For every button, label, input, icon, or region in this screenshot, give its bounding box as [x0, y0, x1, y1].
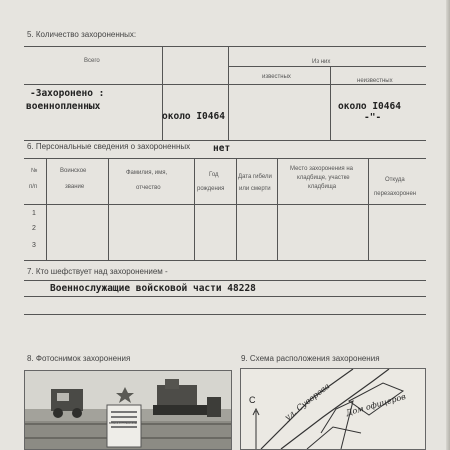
header-birth-sub: рождения: [197, 186, 225, 192]
col-unknown-header: неизвестных: [357, 78, 393, 84]
header-place-sub: кладбище, участке: [297, 175, 350, 181]
memorial-sign-text: ВОЕННОПЛЕННЫЕ: [109, 421, 138, 425]
table6-col-divider: [194, 158, 195, 260]
unknown-value: около I0464: [338, 101, 401, 112]
section-7-title: 7. Кто шефствует над захоронением -: [27, 267, 168, 276]
north-label: С: [249, 395, 256, 405]
col-known-header: известных: [262, 74, 291, 80]
row-number: 1: [32, 210, 36, 217]
row-number: 3: [32, 242, 36, 249]
table6-col-divider: [108, 158, 109, 260]
table5-col-divider: [330, 66, 331, 140]
col-total-header: Всего: [84, 58, 100, 64]
grave-photo: [24, 370, 232, 450]
building-label: Дом офицеров: [345, 392, 407, 418]
table5-col-divider: [162, 46, 163, 140]
section-9-title: 9. Схема расположения захоронения: [241, 354, 380, 363]
header-name: Фамилия, имя,: [126, 170, 168, 176]
prisoners-label: военнопленных: [26, 101, 101, 112]
header-number: №: [31, 168, 38, 174]
patron-value: Военнослужащие войсковой части 48228: [50, 283, 256, 294]
table5-bottom-line: [24, 140, 426, 141]
section7-line: [24, 314, 426, 315]
section-5-title: 5. Количество захороненных:: [27, 30, 137, 39]
table6-col-divider: [368, 158, 369, 260]
personal-info-value: нет: [213, 143, 231, 154]
unknown-ditto-mark: -"-: [364, 112, 382, 123]
header-rank: Воинское: [60, 168, 87, 174]
table6-col-divider: [277, 158, 278, 260]
table6-col-divider: [46, 158, 47, 260]
table5-col-divider: [228, 46, 229, 140]
header-rank-sub: звание: [65, 184, 85, 190]
buried-label: -Захоронено :: [30, 88, 105, 99]
header-death-sub: или смерти: [239, 186, 271, 192]
col-of-them-header: Из них: [312, 59, 331, 65]
street-label: ул. Суворова: [283, 381, 332, 423]
header-place: Место захоронения на: [290, 166, 353, 172]
header-death: Дата гибели: [238, 174, 272, 180]
photo-image: [25, 371, 232, 450]
scheme-drawing: [241, 369, 426, 450]
header-place-sub2: кладбища: [308, 184, 337, 190]
row-number: 2: [32, 225, 36, 232]
section7-line: [24, 280, 426, 281]
section-6-title: 6. Персональные сведения о захороненных: [27, 142, 191, 151]
header-birth: Год: [209, 172, 219, 178]
table5-subheader-line: [228, 66, 426, 67]
location-scheme: [240, 368, 426, 450]
header-number-sub: п/п: [29, 184, 38, 190]
table6-bottom-line: [24, 260, 426, 261]
header-from-sub: перезахоронен: [374, 191, 417, 197]
street-line: [261, 369, 353, 449]
section-8-title: 8. Фотоснимок захоронения: [27, 354, 131, 363]
table6-header-line: [24, 204, 426, 205]
table5-header-bottom-line: [24, 84, 426, 85]
table6-col-divider: [236, 158, 237, 260]
header-name-sub: отчество: [136, 185, 161, 191]
total-value: около I0464: [162, 111, 225, 122]
section7-line: [24, 296, 426, 297]
table6-top-line: [24, 158, 426, 159]
table5-top-line: [24, 46, 426, 47]
header-from: Откуда: [385, 177, 405, 183]
